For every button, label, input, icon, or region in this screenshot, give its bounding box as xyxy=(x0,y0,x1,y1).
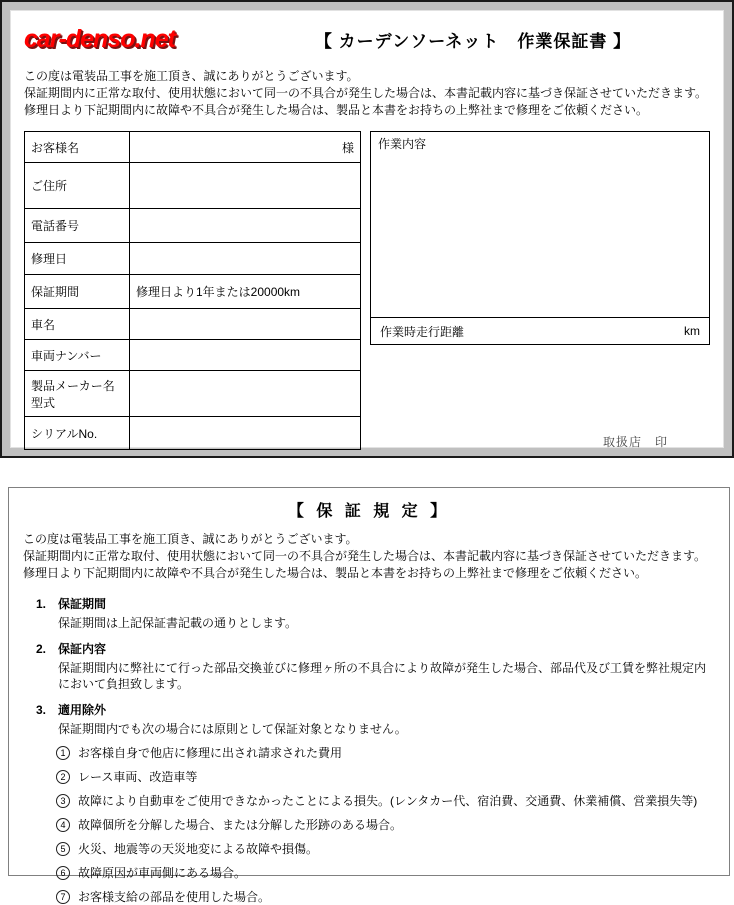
terms-intro-line-1: この度は電装品工事を施工頂き、誠にありがとうございます。 xyxy=(23,532,358,546)
warranty-period-value: 修理日より1年または20000km xyxy=(130,275,361,309)
list-item xyxy=(56,842,715,857)
term-item-exclusions xyxy=(23,701,715,737)
term-heading-text: 保証期間 xyxy=(58,597,107,611)
exclusion-text: 故障原因が車両側にある場合。 xyxy=(78,866,247,880)
customer-name-label: お客様名 xyxy=(25,132,130,163)
list-item xyxy=(56,818,715,833)
list-item xyxy=(56,746,715,761)
term-heading xyxy=(23,640,715,657)
table-row xyxy=(25,417,361,450)
term-number: 3. xyxy=(36,703,47,717)
list-item xyxy=(56,890,715,905)
list-item xyxy=(56,770,715,785)
terms-title: 【 保 証 規 定 】 xyxy=(287,503,451,520)
customer-form-table xyxy=(24,131,361,450)
term-number: 2. xyxy=(36,642,47,656)
repair-date-label: 修理日 xyxy=(25,243,130,275)
work-details-panel xyxy=(370,131,710,345)
table-row xyxy=(25,275,361,309)
product-maker-model-field xyxy=(130,371,361,417)
warranty-card-header xyxy=(24,19,710,59)
address-field xyxy=(130,163,361,209)
table-row xyxy=(25,163,361,209)
table-row xyxy=(25,243,361,275)
circled-number-icon: 5 xyxy=(56,842,70,856)
terms-section xyxy=(8,487,730,904)
term-heading-text: 適用除外 xyxy=(58,703,107,717)
table-row xyxy=(25,340,361,371)
work-content-area xyxy=(371,132,709,317)
term-item-warranty-period xyxy=(23,595,715,631)
work-column xyxy=(370,131,710,450)
repair-date-field xyxy=(130,243,361,275)
car-name-field xyxy=(130,309,361,340)
table-row xyxy=(25,371,361,417)
serial-no-field xyxy=(130,417,361,450)
work-content-label: 作業内容 xyxy=(378,137,427,151)
vehicle-number-label: 車両ナンバー xyxy=(25,340,130,371)
term-number: 1. xyxy=(36,597,47,611)
term-heading xyxy=(23,595,715,612)
mileage-label: 作業時走行距離 xyxy=(380,324,465,339)
exclusion-text: 故障個所を分解した場合、または分解した形跡のある場合。 xyxy=(78,818,403,832)
exclusion-text: レース車両、改造車等 xyxy=(78,770,198,784)
list-item xyxy=(56,866,715,881)
warranty-form-region xyxy=(24,131,710,450)
terms-list xyxy=(23,595,715,905)
circled-number-icon: 6 xyxy=(56,866,70,880)
exclusion-text: お客様自身で他店に修理に出され請求された費用 xyxy=(78,746,343,760)
warranty-intro xyxy=(24,68,710,119)
customer-name-honorific: 様 xyxy=(341,140,354,155)
customer-name-field xyxy=(130,132,361,163)
mileage-unit: km xyxy=(684,324,700,338)
phone-label: 電話番号 xyxy=(25,209,130,243)
car-denso-logo: car-denso.net xyxy=(24,24,175,53)
table-row xyxy=(25,132,361,163)
list-item xyxy=(56,794,715,809)
phone-field xyxy=(130,209,361,243)
term-body: 保証期間内に弊社にて行った部品交換並びに修理ヶ所の不具合により故障が発生した場合、部品代及び工賃を弊社規定内において負担致します。 xyxy=(58,661,707,691)
terms-intro xyxy=(23,531,715,582)
exclusion-list xyxy=(23,746,715,905)
warranty-period-label: 保証期間 xyxy=(25,275,130,309)
circled-number-icon: 2 xyxy=(56,770,70,784)
mileage-row xyxy=(371,317,709,344)
circled-number-icon: 3 xyxy=(56,794,70,808)
address-label: ご住所 xyxy=(25,163,130,209)
product-maker-model-label: 製品メーカー名型式 xyxy=(25,371,130,417)
term-body: 保証期間は上記保証書記載の通りとします。 xyxy=(58,616,298,630)
term-item-warranty-content xyxy=(23,640,715,692)
term-heading-text: 保証内容 xyxy=(58,642,107,656)
circled-number-icon: 4 xyxy=(56,818,70,832)
warranty-card-title: 【 カーデンソーネット 作業保証書 】 xyxy=(314,31,632,51)
warranty-intro-line-2: 保証期間内に正常な取付、使用状態において同一の不具合が発生した場合は、本書記載内容に基づき保証させていただきます。修理日より下記期間内に故障や不具合が発生した場合は、製品と本書をお持ちの上弊社まで修理をご依頼ください。 xyxy=(24,86,708,117)
table-row xyxy=(25,209,361,243)
circled-number-icon: 1 xyxy=(56,746,70,760)
term-heading xyxy=(23,701,715,718)
exclusion-text: お客様支給の部品を使用した場合。 xyxy=(78,890,271,904)
term-body: 保証期間内でも次の場合には原則として保証対象となりません。 xyxy=(58,722,407,736)
circled-number-icon: 7 xyxy=(56,890,70,904)
car-name-label: 車名 xyxy=(25,309,130,340)
exclusion-text: 火災、地震等の天災地変による故障や損傷。 xyxy=(78,842,319,856)
warranty-card-inner xyxy=(10,10,724,448)
serial-no-label: シリアルNo. xyxy=(25,417,130,450)
vehicle-number-field xyxy=(130,340,361,371)
dealer-stamp-label: 取扱店 印 xyxy=(602,435,668,449)
table-row xyxy=(25,309,361,340)
exclusion-text: 故障により自動車をご使用できなかったことによる損失。(レンタカー代、宿泊費、交通費、休業補償、営業損失等) xyxy=(78,794,698,808)
warranty-intro-line-1: この度は電装品工事を施工頂き、誠にありがとうございます。 xyxy=(24,69,359,83)
terms-intro-line-2: 保証期間内に正常な取付、使用状態において同一の不具合が発生した場合は、本書記載内容に基づき保証させていただきます。修理日より下記期間内に故障や不具合が発生した場合は、製品と本書をお持ちの上弊社まで修理をご依頼ください。 xyxy=(23,549,707,580)
